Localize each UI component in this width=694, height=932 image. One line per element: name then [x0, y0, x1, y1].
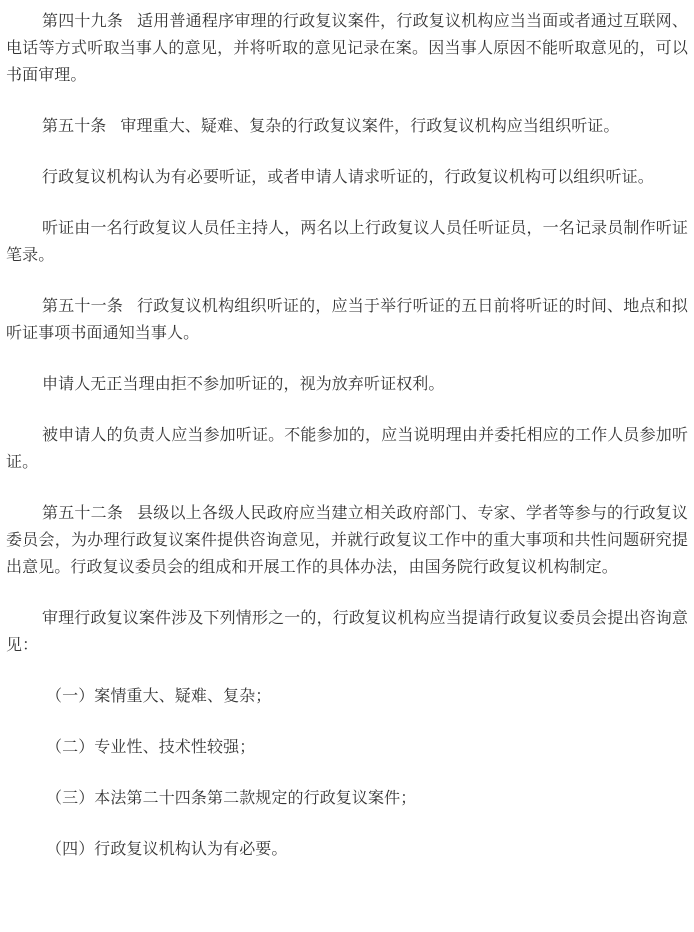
paragraph-text: 审理行政复议案件涉及下列情形之一的，行政复议机构应当提请行政复议委员会提出咨询意见： [6, 608, 688, 654]
paragraph-text: 行政复议机构认为有必要听证，或者申请人请求听证的，行政复议机构可以组织听证。 [42, 167, 654, 186]
paragraph-article-51 [6, 292, 688, 346]
paragraph-text: 审理重大、疑难、复杂的行政复议案件，行政复议机构应当组织听证。 [120, 116, 620, 135]
paragraph [6, 604, 688, 658]
paragraph-text: 被申请人的负责人应当参加听证。不能参加的，应当说明理由并委托相应的工作人员参加听证。 [6, 425, 688, 471]
paragraph-text: 听证由一名行政复议人员任主持人，两名以上行政复议人员任听证员，一名记录员制作听证笔录。 [6, 218, 688, 264]
article-number: 第五十一条 [42, 296, 124, 315]
paragraph [6, 163, 688, 190]
paragraph-text: 行政复议机构组织听证的，应当于举行听证的五日前将听证的时间、地点和拟听证事项书面通知当事人。 [6, 296, 688, 342]
list-item: （二）专业性、技术性较强； [46, 737, 256, 756]
paragraph-text: 申请人无正当理由拒不参加听证的，视为放弃听证权利。 [42, 374, 445, 393]
paragraph [6, 421, 688, 475]
list-item: （四）行政复议机构认为有必要。 [46, 839, 288, 858]
paragraph-article-50 [6, 112, 688, 139]
paragraph-article-52 [6, 499, 688, 580]
paragraph-text: 县级以上各级人民政府应当建立相关政府部门、专家、学者等参与的行政复议委员会，为办理行政复议案件提供咨询意见，并就行政复议工作中的重大事项和共性问题研究提出意见。行政复议委员会的组成和开展工作的具体办法，由国务院行政复议机构制定。 [6, 503, 688, 576]
paragraph-text: 适用普通程序审理的行政复议案件，行政复议机构应当当面或者通过互联网、电话等方式听取当事人的意见，并将听取的意见记录在案。因当事人原因不能听取意见的，可以书面审理。 [6, 11, 688, 84]
list-item: （三）本法第二十四条第二款规定的行政复议案件； [46, 788, 417, 807]
article-number: 第四十九条 [42, 11, 124, 30]
list-item: （一）案情重大、疑难、复杂； [46, 686, 272, 705]
paragraph [6, 214, 688, 268]
paragraph-article-49 [6, 7, 688, 88]
paragraph [6, 370, 688, 397]
article-number: 第五十条 [42, 116, 107, 135]
article-number: 第五十二条 [42, 503, 124, 522]
